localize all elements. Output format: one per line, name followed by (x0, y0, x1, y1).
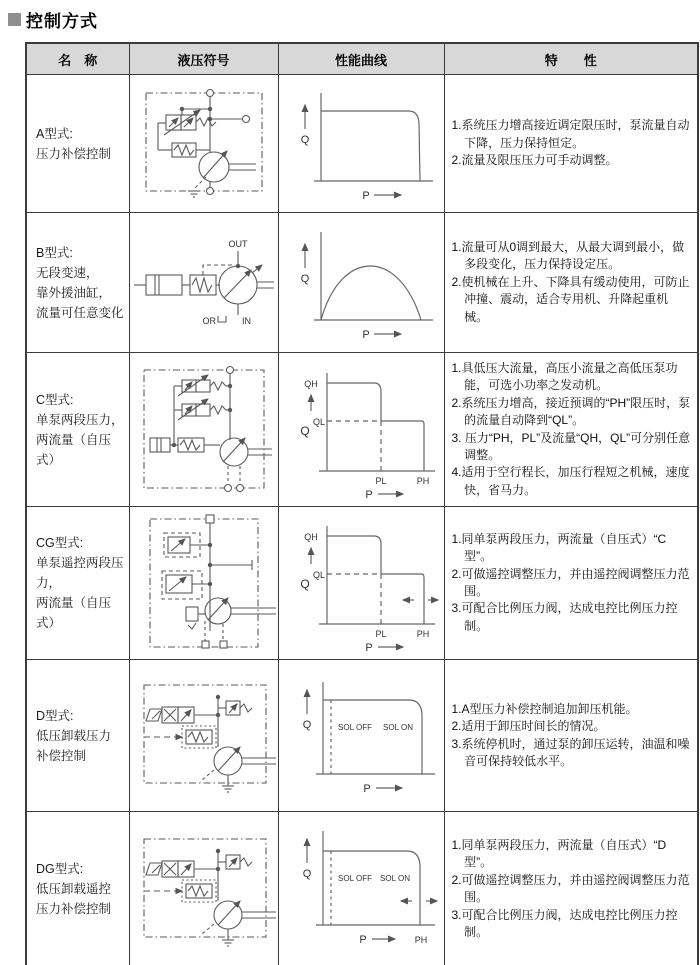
type-b-symbol-cell (129, 213, 278, 353)
type-name-line: B型式: (36, 245, 73, 260)
type-name-line: 压力补偿控制 (36, 902, 112, 917)
type-name-line: DG型式: (36, 862, 84, 877)
header-name: 名 称 (26, 43, 129, 75)
hydraulic-circuit-d-diagram (130, 673, 280, 798)
feature-item: 3. 压力“PH，PL”及流量“QH，QL”可分别任意调整。 (451, 430, 691, 462)
control-methods-table (25, 42, 699, 965)
type-name-line: 压力补偿控制 (36, 146, 112, 161)
type-c-curve-cell (278, 353, 444, 507)
sol-off-label: SOL OFF (338, 722, 372, 732)
performance-curve-b (281, 220, 441, 345)
feature-item: 2.使机械在上升、下降具有缓动使用，可防止冲撞、震动，适合专用机、升降起重机械。 (451, 274, 690, 324)
in-port-label: IN (241, 315, 251, 326)
header-hydraulic-symbol: 液压符号 (129, 43, 278, 75)
out-port-label: OUT (228, 238, 247, 249)
table-row-type-d (26, 660, 698, 812)
table-row-type-dg (26, 812, 698, 965)
page-header (8, 7, 700, 32)
type-dg-features-cell (444, 812, 698, 965)
type-cg-features-cell (444, 507, 698, 660)
performance-curve-c (281, 359, 441, 501)
type-b-features-cell (444, 213, 698, 353)
type-dg-curve-cell (278, 812, 444, 965)
hydraulic-circuit-cg-diagram (130, 511, 280, 656)
type-name-line: 两流量（自压式） (36, 432, 112, 467)
ph-label: PH (414, 935, 428, 946)
pl-label: PL (375, 475, 387, 486)
ql-label: QL (313, 416, 326, 427)
type-name-line: 无段变速， (36, 265, 99, 280)
feature-item: 3.可配合比例压力阀，达成电控比例压力控制。 (451, 601, 678, 633)
performance-curve-cg (281, 512, 441, 654)
type-a-curve-cell (278, 75, 444, 213)
feature-item: 2.适用于卸压时间长的情况。 (451, 719, 606, 734)
feature-item: 2.流量及限压压力可手动调整。 (451, 153, 618, 168)
or-port-label: OR (202, 315, 216, 326)
feature-item: 1.同单泵两段压力，两流量（自压式）“C型”。 (451, 531, 667, 564)
type-name-line: 两流量（自压式） (36, 596, 112, 630)
qh-label: QH (304, 532, 318, 542)
ph-label: PH (416, 475, 430, 486)
type-name-line: A型式: (36, 126, 73, 141)
type-name-line: C型式: (36, 392, 74, 407)
type-dg-symbol-cell (129, 812, 278, 965)
hydraulic-circuit-dg-diagram (130, 827, 280, 952)
type-name-line: 单泵两段压力， (36, 412, 124, 427)
type-name-line: 补偿控制 (36, 748, 87, 763)
q-axis-label: Q (300, 134, 310, 146)
p-axis-label: P (365, 488, 373, 501)
hydraulic-circuit-a-diagram (130, 79, 280, 209)
type-cg-symbol-cell (129, 507, 278, 660)
hydraulic-circuit-c-diagram (130, 360, 280, 500)
ql-label: QL (313, 570, 326, 580)
p-axis-label: P (359, 934, 367, 947)
feature-item: 1.流量可从0调到最大，从最大调到最小，做多段变化，压力保持设定压。 (451, 240, 685, 272)
header-characteristics: 特 性 (444, 43, 698, 75)
type-name-line: CG型式: (36, 536, 84, 550)
feature-item: 1.A型压力补偿控制追加卸压机能。 (451, 701, 638, 716)
p-axis-label: P (365, 642, 373, 654)
type-name-line: 靠外援油缸， (36, 285, 112, 300)
q-axis-label: Q (300, 273, 310, 285)
feature-item: 2.可做遥控调整压力，并由遥控阀调整压力范围。 (451, 872, 690, 905)
hydraulic-circuit-b-diagram (130, 223, 280, 343)
performance-curve-d (281, 670, 441, 802)
page-title: 控制方式 (26, 12, 98, 31)
feature-item: 3.可配合比例压力阀，达成电控比例压力控制。 (451, 907, 678, 940)
type-cg-curve-cell (278, 507, 444, 660)
performance-curve-a (281, 81, 441, 206)
type-d-name-cell (26, 660, 129, 812)
type-c-features-cell (444, 353, 698, 507)
title-square-icon (8, 13, 21, 26)
feature-item: 4.适用于空行程长，加压行程短之机械，速度快，省马力。 (451, 465, 690, 497)
q-axis-label: Q (302, 868, 312, 881)
feature-item: 1.系统压力增高接近调定限压时，泵流量自动下降，压力保持恒定。 (451, 118, 690, 150)
type-b-curve-cell (278, 213, 444, 353)
type-cg-name-cell (26, 507, 129, 660)
header-performance-curve: 性能曲线 (278, 43, 444, 75)
sol-on-label: SOL ON (380, 874, 410, 884)
type-name-line: 流量可任意变化 (36, 305, 124, 320)
table-row-type-a (26, 75, 698, 213)
type-d-curve-cell (278, 660, 444, 812)
type-b-name-cell (26, 213, 129, 353)
p-axis-label: P (363, 782, 371, 795)
performance-curve-dg (281, 819, 441, 959)
qh-label: QH (304, 378, 318, 389)
pl-label: PL (375, 629, 387, 639)
feature-item: 2.系统压力增高，接近预调的“PH”限压时，泵的流量自动降到“QL”。 (451, 395, 691, 428)
feature-item: 1.具低压大流量，高压小流量之高低压泵功能，可选小功率之发动机。 (451, 360, 678, 393)
feature-item: 2.可做遥控调整压力，并由遥控阀调整压力范围。 (451, 566, 690, 598)
feature-item: 3.系统停机时，通过泵的卸压运转，油温和噪音可保持较低水平。 (451, 736, 690, 768)
table-row-type-b (26, 213, 698, 353)
table-row-type-cg (26, 507, 698, 660)
p-axis-label: P (362, 190, 370, 202)
type-c-name-cell (26, 353, 129, 507)
p-axis-label: P (362, 329, 370, 341)
q-axis-label: Q (300, 423, 310, 438)
type-name-line: 低压卸载遥控 (36, 882, 112, 897)
type-name-line: 低压卸载压力 (36, 728, 112, 743)
q-axis-label: Q (302, 718, 312, 731)
type-name-line: 单泵遥控两段压力， (36, 556, 124, 590)
q-axis-label: Q (300, 577, 310, 591)
type-d-symbol-cell (129, 660, 278, 812)
type-d-features-cell (444, 660, 698, 812)
type-name-line: D型式: (36, 708, 74, 723)
table-row-type-c (26, 353, 698, 507)
ph-label: PH (416, 629, 430, 639)
type-a-name-cell (26, 75, 129, 213)
table-header-row (26, 43, 698, 75)
type-a-features-cell (444, 75, 698, 213)
type-dg-name-cell (26, 812, 129, 965)
feature-item: 1.同单泵两段压力，两流量（自压式）“D型”。 (451, 838, 667, 870)
sol-on-label: SOL ON (383, 722, 413, 732)
sol-off-label: SOL OFF (338, 874, 372, 884)
type-a-symbol-cell (129, 75, 278, 213)
type-c-symbol-cell (129, 353, 278, 507)
